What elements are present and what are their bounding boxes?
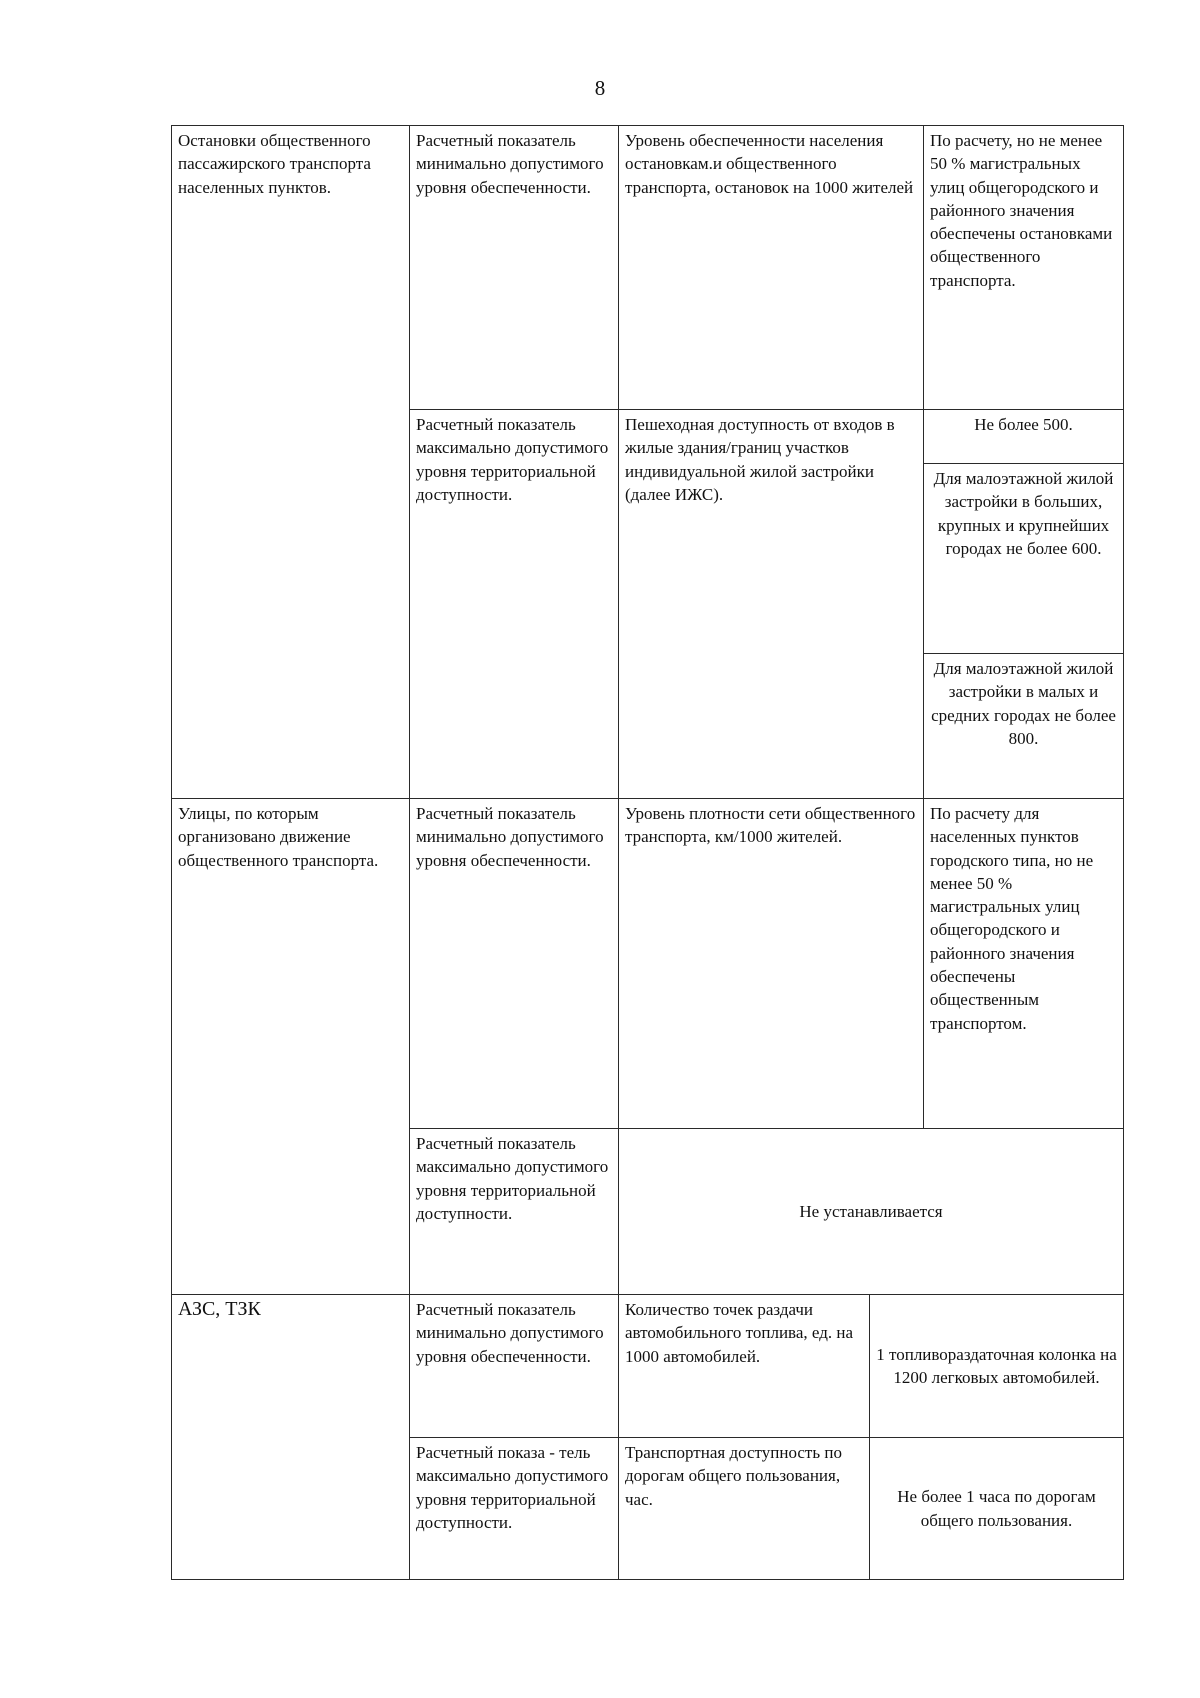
object-cell: Улицы, по которым организовано движение общественного транспорта. <box>172 799 410 1295</box>
value-cell: 1 топливораздаточная колонка на 1200 легковых автомобилей. <box>870 1295 1124 1438</box>
value-cell: Для малоэтажной жилой застройки в малых и средних городах не более 800. <box>924 654 1124 799</box>
indicator-cell: Расчетный показатель минимально допустимого уровня обеспеченности. <box>410 126 619 410</box>
unit-cell: Уровень обеспеченности населения остановкам.и общественного транспорта, остановок на 1000 жителей <box>619 126 924 410</box>
value-cell: Не устанавливается <box>619 1129 1124 1295</box>
normative-indicators-table <box>171 125 1124 1580</box>
table-row <box>172 126 1124 410</box>
indicator-cell: Расчетный показатель максимально допустимого уровня территориальной доступности. <box>410 1129 619 1295</box>
unit-cell: Уровень плотности сети общественного транспорта, км/1000 жителей. <box>619 799 924 1129</box>
indicator-cell: Расчетный показатель максимально допустимого уровня территориальной доступности. <box>410 410 619 799</box>
value-cell: Не более 1 часа по дорогам общего пользования. <box>870 1438 1124 1580</box>
indicator-cell: Расчетный показатель минимально допустимого уровня обеспеченности. <box>410 799 619 1129</box>
table-row <box>172 799 1124 1129</box>
table-row <box>172 1295 1124 1438</box>
unit-cell: Транспортная доступность по дорогам общего пользования, час. <box>619 1438 870 1580</box>
indicator-cell: Расчетный показатель минимально допустимого уровня обеспеченности. <box>410 1295 619 1438</box>
value-cell: По расчету, но не менее 50 % магистральных улиц общегородского и районного значения обеспечены остановками общественного транспорта. <box>924 126 1124 410</box>
value-cell: По расчету для населенных пунктов городского типа, но не менее 50 % магистральных улиц общегородского и районного значения обеспечены общественным транспортом. <box>924 799 1124 1129</box>
object-cell: АЗС, ТЗК <box>172 1295 410 1580</box>
unit-cell: Пешеходная доступность от входов в жилые здания/границ участков индивидуальной жилой застройки (далее ИЖС). <box>619 410 924 799</box>
value-cell: Для малоэтажной жилой застройки в больших, крупных и крупнейших городах не более 600. <box>924 464 1124 654</box>
indicator-cell: Расчетный показа - тель максимально допустимого уровня территориальной доступности. <box>410 1438 619 1580</box>
unit-cell: Количество точек раздачи автомобильного топлива, ед. на 1000 автомобилей. <box>619 1295 870 1438</box>
object-cell: Остановки общественного пассажирского транспорта населенных пунктов. <box>172 126 410 799</box>
value-cell: Не более 500. <box>924 410 1124 464</box>
page-number: 8 <box>594 76 606 100</box>
